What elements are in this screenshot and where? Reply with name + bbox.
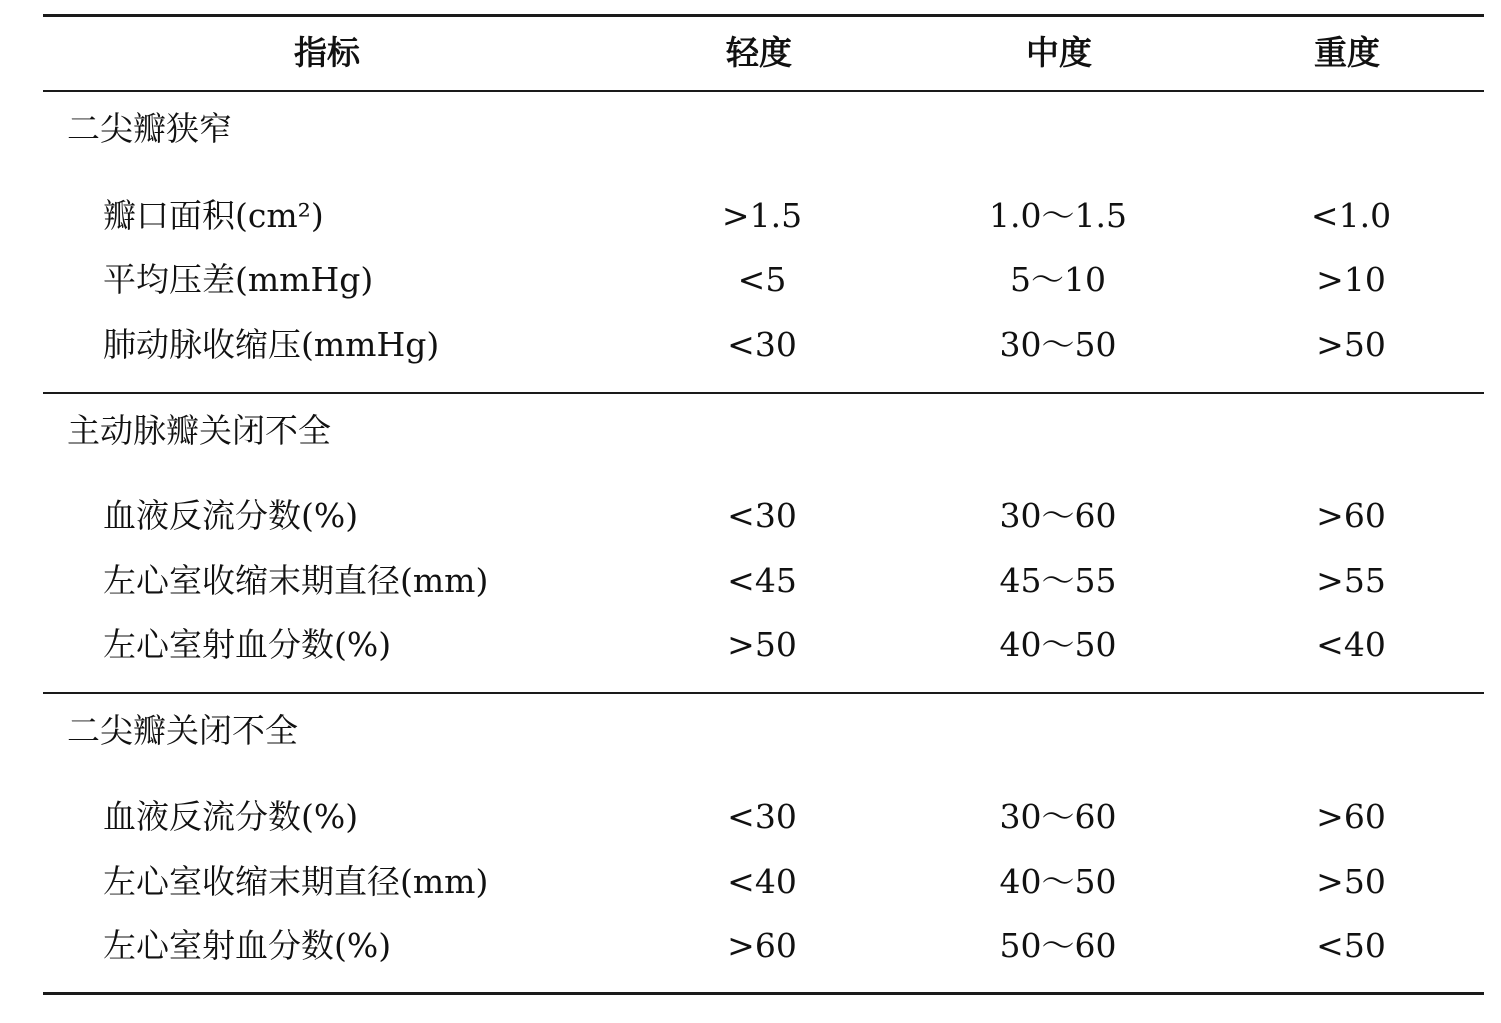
- row-moderate-value: 40～50: [999, 862, 1117, 901]
- row-moderate-value: 50～60: [999, 926, 1117, 965]
- row-mild-value: <45: [727, 561, 797, 600]
- row-severe-value: <1.0: [1310, 196, 1392, 235]
- row-moderate-value: 30～60: [999, 797, 1117, 836]
- row-moderate-value: 40～50: [999, 625, 1117, 664]
- section-title-aortic-regurgitation: 主动脉瓣关闭不全: [67, 411, 331, 450]
- row-severe-value: >10: [1316, 260, 1386, 299]
- row-label: 平均压差(mmHg): [103, 260, 374, 299]
- row-severe-value: >50: [1316, 325, 1386, 364]
- section-title-mitral-stenosis: 二尖瓣狭窄: [67, 109, 232, 148]
- row-mild-value: <30: [727, 496, 797, 535]
- header-indicator: 指标: [294, 33, 360, 72]
- row-label: 血液反流分数(%): [103, 496, 359, 535]
- row-label: 左心室射血分数(%): [103, 926, 392, 965]
- row-mild-value: >1.5: [721, 196, 803, 235]
- row-severe-value: <50: [1316, 926, 1386, 965]
- row-mild-value: <30: [727, 797, 797, 836]
- row-mild-value: <40: [727, 862, 797, 901]
- row-moderate-value: 1.0～1.5: [989, 196, 1127, 235]
- header-moderate: 中度: [1026, 33, 1092, 72]
- row-severe-value: >55: [1316, 561, 1386, 600]
- row-moderate-value: 30～60: [999, 496, 1117, 535]
- row-severe-value: >60: [1316, 797, 1386, 836]
- row-severe-value: >60: [1316, 496, 1386, 535]
- row-label: 左心室射血分数(%): [103, 625, 392, 664]
- row-moderate-value: 45～55: [999, 561, 1117, 600]
- header-mild: 轻度: [726, 33, 792, 72]
- row-severe-value: <40: [1316, 625, 1386, 664]
- row-label: 肺动脉收缩压(mmHg): [103, 325, 440, 364]
- row-label: 瓣口面积(cm²): [103, 196, 324, 235]
- row-label: 左心室收缩末期直径(mm): [103, 862, 489, 901]
- table-bottom-rule: [43, 992, 1484, 995]
- section-rule: [43, 392, 1484, 394]
- row-mild-value: >60: [727, 926, 797, 965]
- row-mild-value: <5: [737, 260, 787, 299]
- section-title-mitral-regurgitation: 二尖瓣关闭不全: [67, 711, 298, 750]
- header-rule: [43, 90, 1484, 92]
- row-mild-value: >50: [727, 625, 797, 664]
- row-moderate-value: 5～10: [1010, 260, 1106, 299]
- row-label: 血液反流分数(%): [103, 797, 359, 836]
- section-rule: [43, 692, 1484, 694]
- row-moderate-value: 30～50: [999, 325, 1117, 364]
- row-label: 左心室收缩末期直径(mm): [103, 561, 489, 600]
- table-top-rule: [43, 14, 1484, 17]
- row-severe-value: >50: [1316, 862, 1386, 901]
- row-mild-value: <30: [727, 325, 797, 364]
- header-severe: 重度: [1314, 33, 1380, 72]
